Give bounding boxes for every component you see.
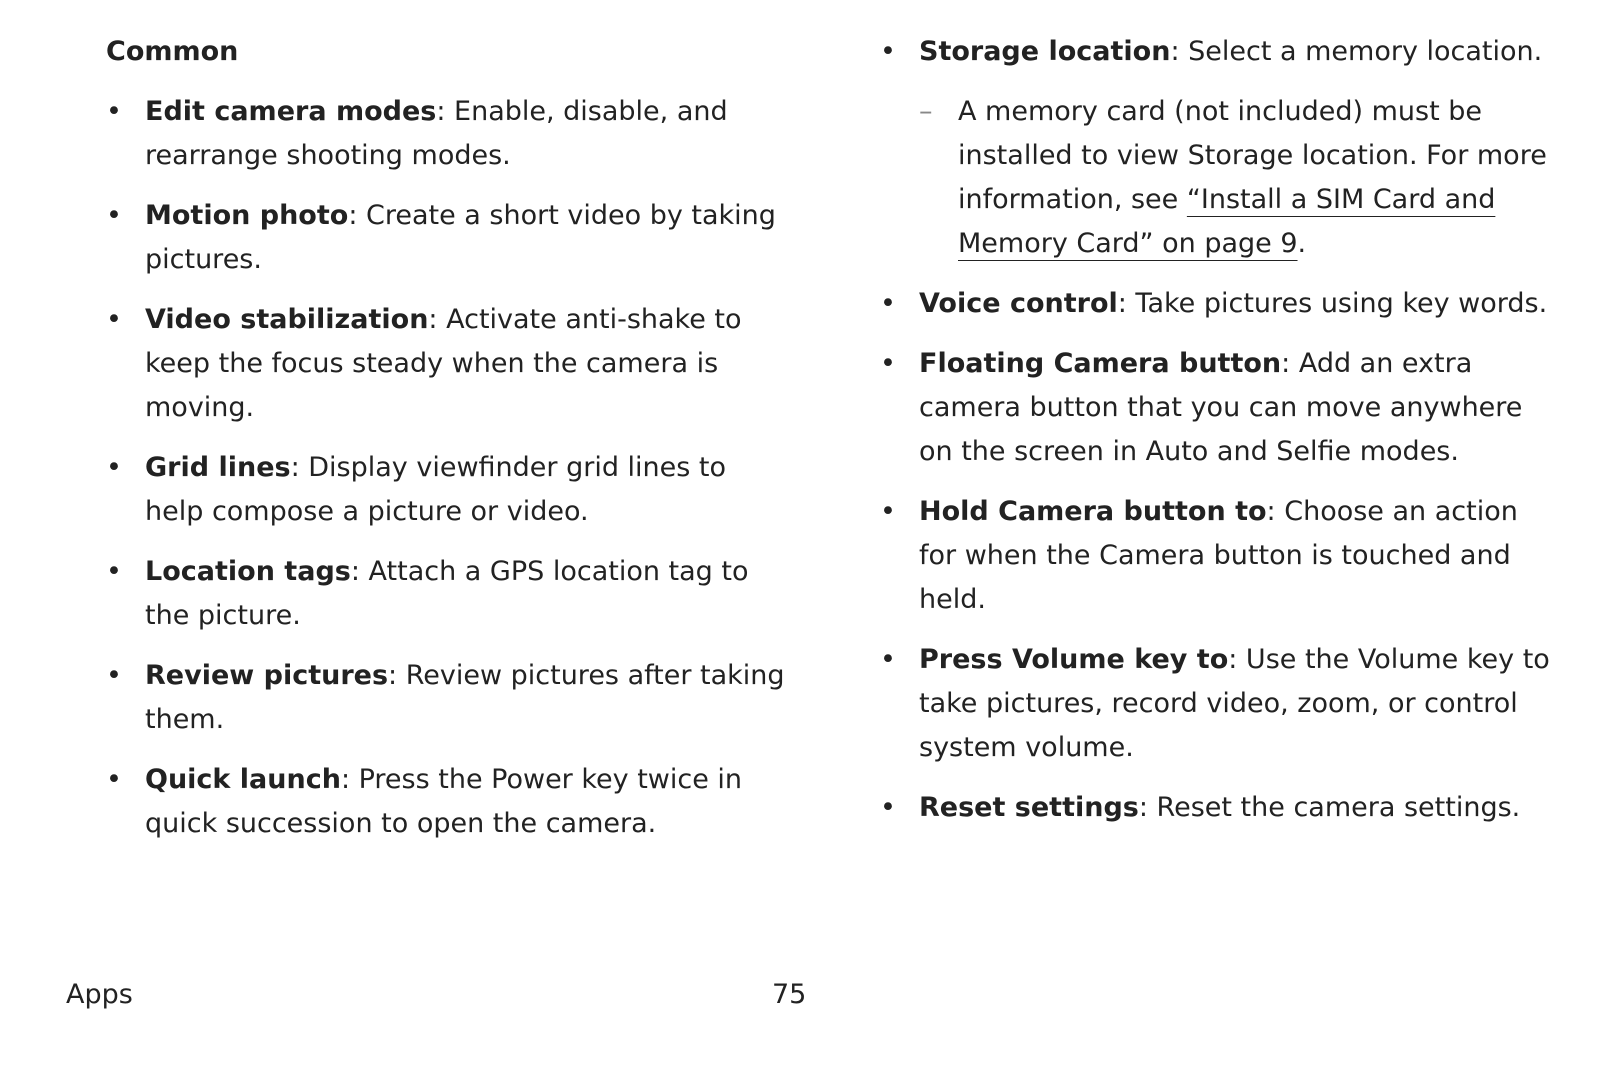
dash-marker: – [919, 96, 933, 127]
setting-term: Storage location [919, 36, 1171, 67]
setting-term: Floating Camera button [919, 348, 1282, 379]
setting-description: : Review pictures after taking them. [145, 660, 785, 735]
setting-term: Location tags [145, 556, 351, 587]
left-column [106, 30, 786, 862]
setting-description: : Enable, disable, and rearrange shooting modes. [145, 96, 728, 171]
section-heading-common: Common [106, 36, 239, 67]
list-item [106, 654, 786, 742]
list-item [880, 490, 1560, 622]
setting-term: Grid lines [145, 452, 291, 483]
setting-term: Voice control [919, 288, 1118, 319]
setting-term: Motion photo [145, 200, 349, 231]
setting-description: : Take pictures using key words. [1117, 288, 1548, 319]
setting-description: : Press the Power key twice in quick succession to open the camera. [145, 764, 743, 839]
list-item [880, 638, 1560, 770]
common-settings-list [106, 90, 786, 846]
right-column [880, 30, 1560, 846]
list-item [880, 786, 1560, 830]
list-item [106, 550, 786, 638]
setting-description: : Reset the camera settings. [1138, 792, 1521, 823]
setting-term: Quick launch [145, 764, 341, 795]
list-item [106, 446, 786, 534]
setting-description: : Select a memory location. [1170, 36, 1543, 67]
list-item [106, 758, 786, 846]
list-item [106, 90, 786, 178]
setting-description: : Display viewfinder grid lines to help compose a picture or video. [145, 452, 727, 527]
setting-term: Review pictures [145, 660, 389, 691]
list-item [880, 30, 1560, 266]
setting-description: : Attach a GPS location tag to the picture. [145, 556, 749, 631]
setting-description: : Add an extra camera button that you can move anywhere on the screen in Auto and Selfie modes. [919, 348, 1523, 467]
list-item [880, 282, 1560, 326]
footer-section-label: Apps [66, 979, 133, 1010]
setting-term: Reset settings [919, 792, 1139, 823]
setting-term: Hold Camera button to [919, 496, 1267, 527]
setting-description: : Use the Volume key to take pictures, record video, zoom, or control system volume. [919, 644, 1550, 763]
setting-description: : Create a short video by taking pictures. [145, 200, 776, 275]
note-text: A memory card (not included) must be installed to view Storage location. For more information, see [958, 96, 1547, 215]
setting-description: : Activate anti-shake to keep the focus steady when the camera is moving. [145, 304, 742, 423]
setting-term: Edit camera modes [145, 96, 437, 127]
list-item [880, 342, 1560, 474]
setting-description: : Choose an action for when the Camera button is touched and held. [919, 496, 1518, 615]
note-period: . [1297, 228, 1307, 259]
sim-card-page-link[interactable]: “Install a SIM Card and Memory Card” on page 9 [958, 184, 1496, 259]
memory-card-note [919, 90, 1560, 266]
more-settings-list [880, 30, 1560, 830]
setting-term: Video stabilization [145, 304, 429, 335]
setting-term: Press Volume key to [919, 644, 1229, 675]
list-item [106, 298, 786, 430]
list-item [106, 194, 786, 282]
page-number: 75 [772, 979, 807, 1010]
